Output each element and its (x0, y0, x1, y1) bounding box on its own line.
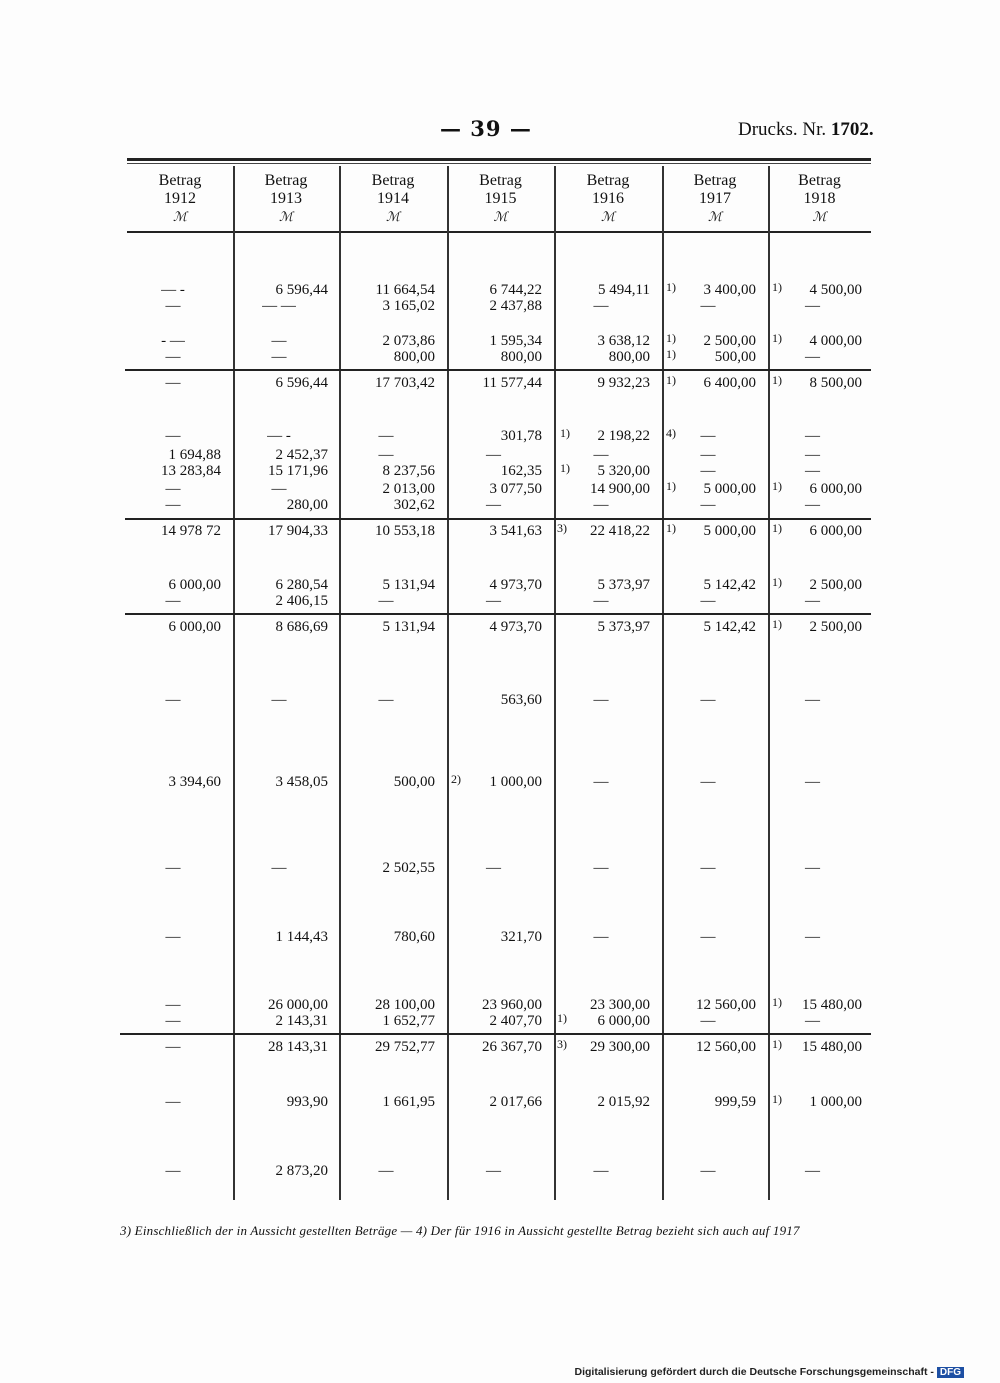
table-cell: — (165, 1163, 181, 1179)
table-cell: — (593, 497, 609, 513)
column-header-label: Betrag (158, 172, 202, 189)
table-cell: 1 000,00 (489, 774, 542, 790)
table-cell: 2 502,55 (382, 860, 435, 876)
table-cell: 280,00 (286, 497, 328, 513)
table-cell: 2 015,92 (597, 1094, 650, 1110)
column-header-1914 (339, 172, 447, 226)
footnote-marker: 3) (557, 521, 567, 535)
table-cell: — (700, 463, 716, 479)
table-cell: 15 480,00 (802, 1039, 862, 1055)
table-cell: — (165, 860, 181, 876)
table-cell: — (700, 860, 716, 876)
table-cell: 3 400,00 (703, 282, 756, 298)
footnote-marker: 1) (666, 521, 676, 535)
table-cell: 1 661,95 (382, 1094, 435, 1110)
column-divider (662, 166, 664, 1200)
table-cell: 5 000,00 (703, 523, 756, 539)
footnote-marker: 1) (557, 1011, 567, 1025)
table-cell: 28 143,31 (268, 1039, 328, 1055)
table-cell: — (805, 774, 820, 790)
table-cell: — (593, 929, 609, 945)
column-header-unit: ℳ (493, 209, 508, 224)
table-cell: 8 686,69 (275, 619, 328, 635)
table-cell: 2 500,00 (809, 577, 862, 593)
table-cell: 4 973,70 (489, 619, 542, 635)
sum-rule (125, 613, 871, 615)
table-cell: 500,00 (393, 774, 435, 790)
table-cell: 26 000,00 (268, 997, 328, 1013)
column-header-unit: ℳ (812, 209, 827, 224)
column-header-1912 (127, 172, 233, 226)
doc-ref-prefix: Drucks. Nr. (738, 119, 827, 140)
table-cell: — (805, 298, 820, 314)
column-header-label: Betrag (371, 172, 415, 189)
table-cell: 2 873,20 (275, 1163, 328, 1179)
table-cell: — (805, 593, 820, 609)
footnote-marker: 1) (772, 280, 782, 294)
table-cell: — (165, 481, 181, 497)
footnote-marker: 1) (666, 373, 676, 387)
table-cell: — (165, 298, 181, 314)
table-cell: 5 000,00 (703, 481, 756, 497)
table-cell: 2 073,86 (382, 333, 435, 349)
table-cell: — (805, 463, 820, 479)
footnote-marker: 1) (772, 373, 782, 387)
table-cell: — (378, 1163, 394, 1179)
table-cell: 2 143,31 (275, 1013, 328, 1029)
footnote-marker: 1) (666, 331, 676, 345)
table-cell: — (486, 860, 501, 876)
table-cell: 5 142,42 (703, 577, 756, 593)
column-header-1917 (662, 172, 768, 226)
table-cell: 9 932,23 (597, 375, 650, 391)
table-cell: 5 320,00 (597, 463, 650, 479)
column-header-1916 (554, 172, 662, 226)
table-cell: 2 198,22 (597, 428, 650, 444)
table-cell: 22 418,22 (590, 523, 650, 539)
table-cell: 5 142,42 (703, 619, 756, 635)
sum-rule (120, 1033, 871, 1035)
table-cell: 17 703,42 (375, 375, 435, 391)
table-cell: — (593, 593, 609, 609)
table-cell: 6 000,00 (168, 577, 221, 593)
table-cell: 993,90 (286, 1094, 328, 1110)
table-cell: — (165, 428, 181, 444)
table-cell: — — (262, 298, 296, 314)
table-cell: 6 400,00 (703, 375, 756, 391)
table-cell: 162,35 (500, 463, 542, 479)
table-cell: — (486, 1163, 501, 1179)
table-cell: 3 394,60 (168, 774, 221, 790)
table-cell: 1 652,77 (382, 1013, 435, 1029)
table-cell: — (700, 447, 716, 463)
table-cell: 2 013,00 (382, 481, 435, 497)
table-cell: 2 452,37 (275, 447, 328, 463)
table-cell: 6 596,44 (275, 375, 328, 391)
footnote-marker: 1) (772, 575, 782, 589)
document-reference (738, 119, 874, 141)
table-cell: — (700, 1163, 716, 1179)
table-cell: 6 000,00 (168, 619, 221, 635)
table-cell: 6 744,22 (489, 282, 542, 298)
table-cell: 1 000,00 (809, 1094, 862, 1110)
column-header-1913 (233, 172, 339, 226)
table-cell: 26 367,70 (482, 1039, 542, 1055)
table-cell: — (593, 1163, 609, 1179)
table-cell: 29 752,77 (375, 1039, 435, 1055)
footnote-marker: 3) (557, 1037, 567, 1051)
table-cell: 28 100,00 (375, 997, 435, 1013)
table-cell: 8 500,00 (809, 375, 862, 391)
footnote-marker: 1) (772, 479, 782, 493)
column-header-label: Betrag (264, 172, 308, 189)
table-cell: 2 437,88 (489, 298, 542, 314)
table-top-rule (127, 158, 871, 161)
table-cell: — (165, 349, 181, 365)
table-cell: 5 494,11 (598, 282, 650, 298)
column-header-year: 1913 (270, 190, 302, 207)
table-cell: - — (161, 333, 185, 349)
table-cell: — (700, 929, 716, 945)
table-cell: 5 373,97 (597, 619, 650, 635)
credit-text: Digitalisierung gefördert durch die Deutsche Forschungsgemeinschaft - (574, 1366, 934, 1378)
column-divider (339, 166, 341, 1200)
table-cell: 301,78 (500, 428, 542, 444)
table-cell: 800,00 (500, 349, 542, 365)
table-cell: — (165, 1039, 181, 1055)
table-cell: 11 664,54 (375, 282, 435, 298)
footnote-marker: 1) (560, 426, 570, 440)
footnote-marker: 1) (560, 461, 570, 475)
table-cell: 800,00 (608, 349, 650, 365)
table-cell: 3 077,50 (489, 481, 542, 497)
table-cell: — (700, 428, 716, 444)
table-cell: — (378, 593, 394, 609)
table-cell: — (700, 497, 716, 513)
table-top-rule-thin (127, 163, 871, 164)
table-cell: 2 500,00 (703, 333, 756, 349)
table-cell: 800,00 (393, 349, 435, 365)
table-cell: — (271, 349, 287, 365)
table-cell: 14 900,00 (590, 481, 650, 497)
table-cell: 3 165,02 (382, 298, 435, 314)
footnote-marker: 1) (772, 617, 782, 631)
table-cell: — (805, 692, 820, 708)
table-cell: 5 131,94 (382, 577, 435, 593)
table-cell: 4 973,70 (489, 577, 542, 593)
table-cell: — (805, 929, 820, 945)
table-cell: 999,59 (714, 1094, 756, 1110)
column-header-label: Betrag (693, 172, 737, 189)
footnote-marker: 1) (772, 521, 782, 535)
footnote: 3) Einschließlich der in Aussicht gestellten Beträge — 4) Der für 1916 in Aussicht gestellte Betrag bezieht sich auch auf 1917 (120, 1223, 800, 1238)
table-cell: 1 144,43 (275, 929, 328, 945)
column-header-unit: ℳ (279, 209, 293, 224)
table-cell: 12 560,00 (696, 1039, 756, 1055)
table-cell: — (165, 1013, 181, 1029)
table-cell: — (165, 929, 181, 945)
table-cell: — (700, 692, 716, 708)
table-cell: 302,62 (393, 497, 435, 513)
table-cell: — - (267, 428, 291, 444)
table-cell: 15 171,96 (268, 463, 328, 479)
table-cell: 6 000,00 (597, 1013, 650, 1029)
footnote-marker: 2) (451, 772, 461, 786)
table-cell: 13 283,84 (161, 463, 221, 479)
table-cell: 5 131,94 (382, 619, 435, 635)
footnote-marker: 1) (666, 479, 676, 493)
doc-ref-number: 1702. (830, 119, 874, 140)
table-cell: — (165, 1094, 181, 1110)
table-cell: — (805, 860, 820, 876)
column-header-year: 1918 (803, 190, 836, 207)
table-cell: 8 237,56 (382, 463, 435, 479)
column-header-label: Betrag (798, 172, 841, 189)
table-cell: 321,70 (500, 929, 542, 945)
table-cell: 3 458,05 (275, 774, 328, 790)
table-cell: — (378, 428, 394, 444)
table-cell: — (805, 447, 820, 463)
column-header-year: 1917 (699, 190, 731, 207)
table-cell: 2 407,70 (489, 1013, 542, 1029)
column-header-label: Betrag (586, 172, 630, 189)
digitization-credit (575, 1366, 965, 1378)
page-number: — 39 — (440, 116, 532, 141)
column-header-unit: ℳ (601, 209, 615, 224)
column-divider (447, 166, 449, 1200)
table-cell: — (700, 774, 716, 790)
table-cell: — (271, 692, 287, 708)
column-divider (768, 166, 770, 1200)
table-cell: 12 560,00 (696, 997, 756, 1013)
column-header-year: 1914 (377, 190, 409, 207)
footnote-marker: 1) (772, 1092, 782, 1106)
column-header-unit: ℳ (173, 209, 187, 224)
table-cell: 10 553,18 (375, 523, 435, 539)
table-cell: — (805, 497, 820, 513)
table-cell: — (165, 997, 181, 1013)
table-cell: 2 406,15 (275, 593, 328, 609)
column-header-unit: ℳ (386, 209, 400, 224)
table-cell: 29 300,00 (590, 1039, 650, 1055)
table-cell: 11 577,44 (482, 375, 542, 391)
table-cell: 780,60 (393, 929, 435, 945)
table-cell: 4 500,00 (809, 282, 862, 298)
column-divider (233, 166, 235, 1200)
table-cell: — (271, 481, 287, 497)
footnote-marker: 1) (772, 1037, 782, 1051)
table-cell: 6 000,00 (809, 523, 862, 539)
table-cell: — (805, 428, 820, 444)
table-cell: 563,60 (500, 692, 542, 708)
footnote-marker: 1) (772, 331, 782, 345)
table-cell: 6 000,00 (809, 481, 862, 497)
sum-rule (125, 369, 871, 371)
column-header-1915 (447, 172, 554, 226)
table-cell: — (165, 593, 181, 609)
table-cell: — (593, 860, 609, 876)
table-cell: 23 960,00 (482, 997, 542, 1013)
table-cell: — (378, 692, 394, 708)
table-cell: — (271, 860, 287, 876)
table-cell: — (271, 333, 287, 349)
table-cell: 15 480,00 (802, 997, 862, 1013)
dfg-logo: DFG (937, 1367, 964, 1378)
table-cell: — (165, 692, 181, 708)
table-cell: — (486, 593, 501, 609)
table-cell: — (700, 298, 716, 314)
column-header-year: 1912 (164, 190, 196, 207)
column-header-year: 1916 (592, 190, 624, 207)
table-cell: 4 000,00 (809, 333, 862, 349)
table-cell: — (593, 298, 609, 314)
table-cell: 3 541,63 (489, 523, 542, 539)
sum-rule (125, 518, 871, 520)
table-cell: — (805, 1013, 820, 1029)
table-cell: 14 978 72 (161, 523, 221, 539)
table-cell: — (486, 497, 501, 513)
column-header-unit: ℳ (708, 209, 722, 224)
table-cell: — - (161, 282, 185, 298)
table-cell: — (165, 375, 181, 391)
table-cell: — (805, 1163, 820, 1179)
column-divider (554, 166, 556, 1200)
column-header-1918 (768, 172, 871, 226)
table-cell: — (593, 774, 609, 790)
table-cell: 5 373,97 (597, 577, 650, 593)
table-cell: 500,00 (714, 349, 756, 365)
table-cell: — (700, 1013, 716, 1029)
table-cell: — (593, 447, 609, 463)
table-cell: — (486, 447, 501, 463)
table-cell: — (165, 497, 181, 513)
table-header-rule (127, 231, 871, 233)
footnote-marker: 1) (772, 995, 782, 1009)
table-cell: — (805, 349, 820, 365)
table-cell: 2 500,00 (809, 619, 862, 635)
table-cell: 23 300,00 (590, 997, 650, 1013)
table-cell: — (378, 447, 394, 463)
table-cell: 6 596,44 (275, 282, 328, 298)
table-cell: — (593, 692, 609, 708)
table-cell: 1 694,88 (168, 447, 221, 463)
footnote-marker: 1) (666, 347, 676, 361)
table-cell: 1 595,34 (489, 333, 542, 349)
column-header-year: 1915 (484, 190, 517, 207)
footnote-marker: 1) (666, 280, 676, 294)
table-cell: 3 638,12 (597, 333, 650, 349)
table-cell: 2 017,66 (489, 1094, 542, 1110)
table-cell: — (700, 593, 716, 609)
table-cell: 6 280,54 (275, 577, 328, 593)
footnote-marker: 4) (666, 426, 676, 440)
column-header-label: Betrag (479, 172, 522, 189)
table-cell: 17 904,33 (268, 523, 328, 539)
